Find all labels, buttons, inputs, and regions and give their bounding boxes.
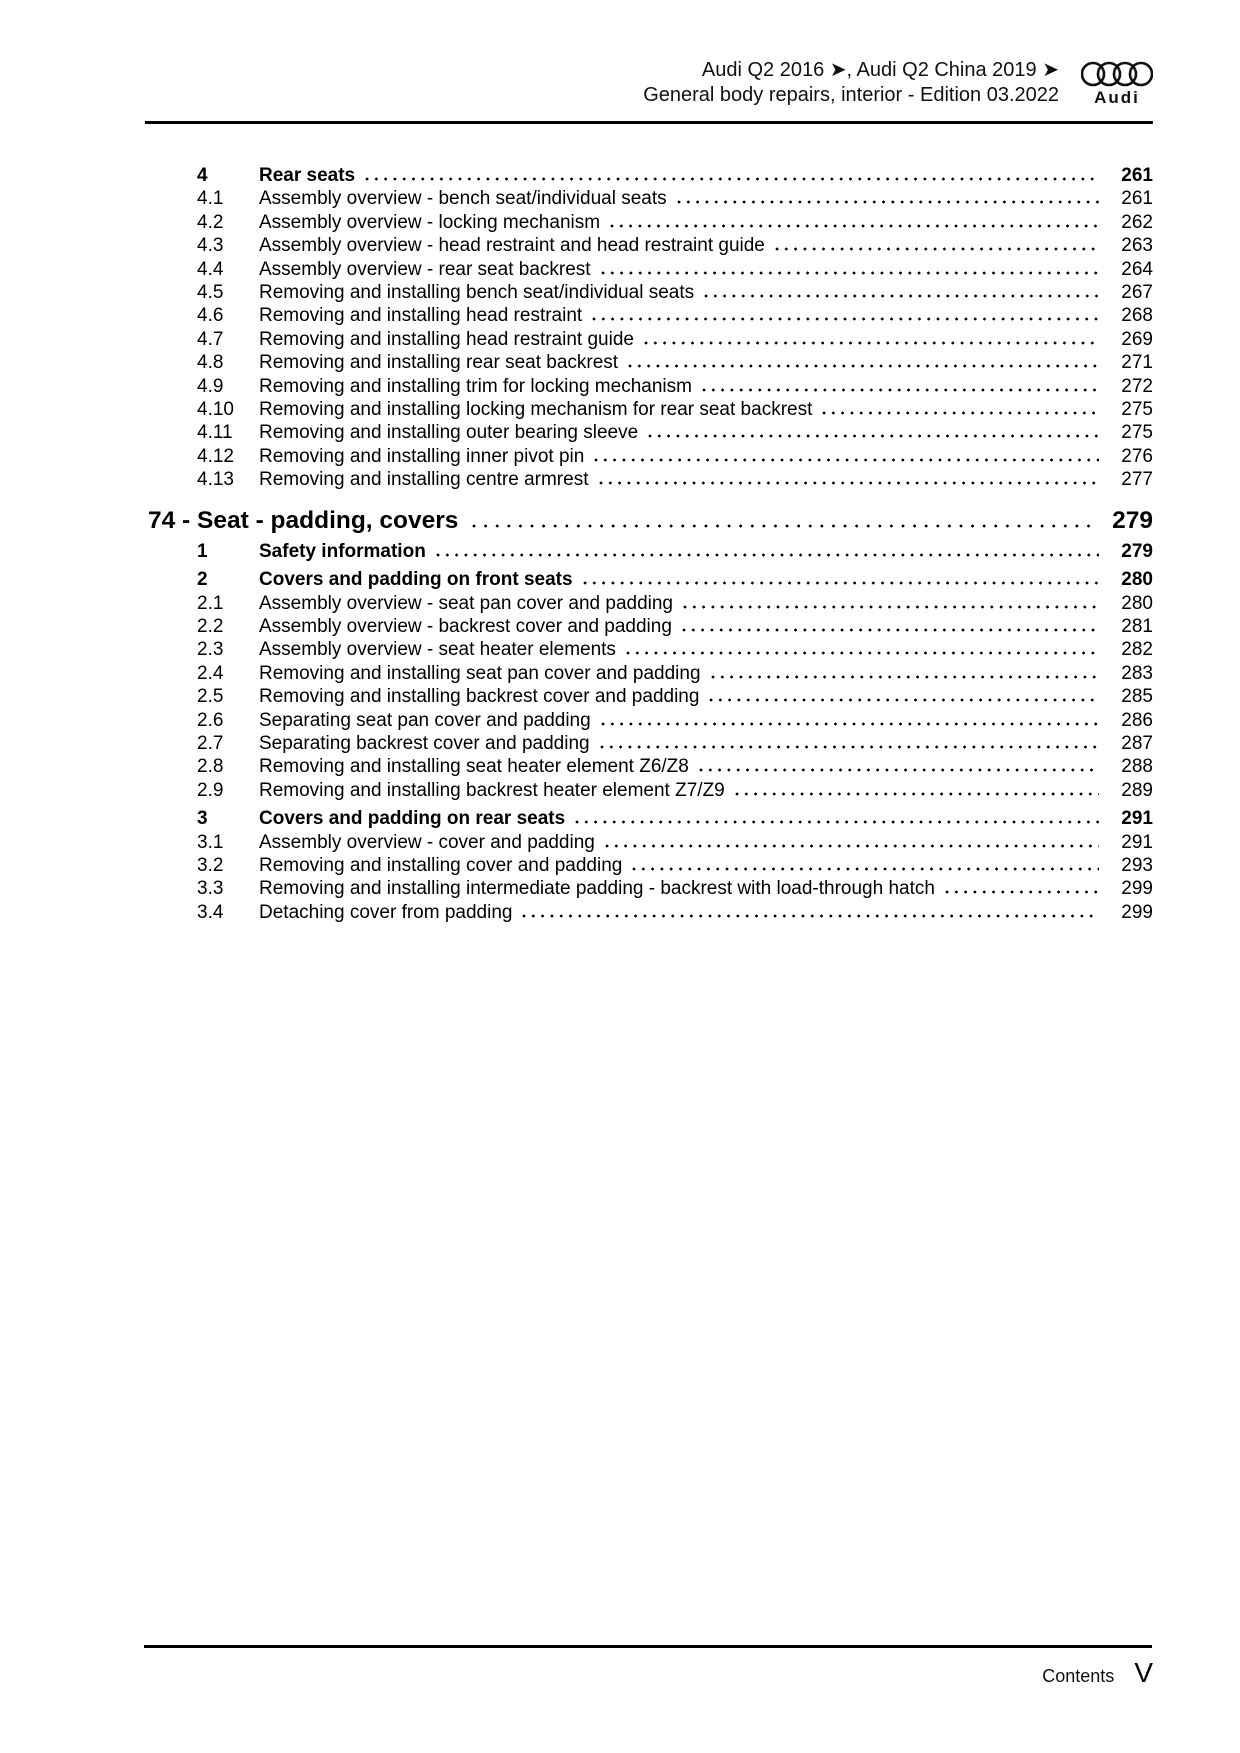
toc-entry-title: Assembly overview - head restraint and head restraint guide	[259, 235, 765, 257]
page-header	[148, 58, 1153, 108]
toc-entry-number: 4.8	[197, 352, 224, 374]
toc-page-number: 264	[1121, 258, 1153, 280]
toc-entry-number: 2.9	[197, 779, 224, 801]
toc-entry-title: Removing and installing head restraint guide	[259, 328, 634, 350]
toc-page-number: 269	[1121, 328, 1153, 350]
toc-page-number: 276	[1121, 445, 1153, 467]
toc-entry-title: Separating backrest cover and padding	[259, 732, 590, 754]
toc-page-number: 291	[1121, 831, 1153, 853]
toc-entry-row	[148, 901, 1153, 924]
toc-chapter-title: 74 - Seat - padding, covers	[148, 506, 459, 534]
toc-page-number: 279	[1121, 540, 1153, 562]
toc-entry-row	[148, 755, 1153, 778]
toc-entry-title: Removing and installing centre armrest	[259, 469, 589, 491]
toc-entry-row	[148, 304, 1153, 327]
toc-entry-title: Removing and installing backrest heater element Z7/Z9	[259, 779, 725, 801]
toc-entry-title: Removing and installing cover and padding	[259, 854, 623, 876]
dot-leader	[600, 745, 1099, 749]
toc-entry-row	[148, 807, 1153, 830]
toc-entry-title: Removing and installing rear seat backrest	[259, 352, 619, 374]
dot-leader	[709, 698, 1099, 702]
toc-entry-number: 2.4	[197, 662, 224, 684]
toc-page-number: 286	[1121, 709, 1153, 731]
toc-entry-title: Removing and installing inner pivot pin	[259, 445, 585, 467]
toc-page-number: 291	[1121, 808, 1153, 830]
toc-entry-number: 3.4	[197, 901, 224, 923]
toc-entry-title: Safety information	[259, 540, 426, 562]
toc-entry-row	[148, 877, 1153, 900]
toc-entry-number: 2.3	[197, 639, 224, 661]
dot-leader	[592, 317, 1099, 321]
dot-leader	[436, 553, 1099, 557]
toc-entry-row	[148, 468, 1153, 491]
toc-entry-number: 4.3	[197, 235, 224, 257]
toc-entry-row	[148, 211, 1153, 234]
toc-entry-title: Assembly overview - seat pan cover and padding	[259, 592, 674, 614]
toc-entry-title: Removing and installing backrest cover and padding	[259, 686, 700, 708]
dot-leader	[601, 722, 1099, 726]
toc-entry-title: Removing and installing outer bearing sleeve	[259, 422, 639, 444]
toc-entry-number: 2.5	[197, 686, 224, 708]
toc-entry-number: 2.6	[197, 709, 224, 731]
toc-entry-row	[148, 445, 1153, 468]
dot-leader	[594, 458, 1099, 462]
toc-entry-number: 3.2	[197, 854, 224, 876]
toc-entry-title: Detaching cover from padding	[259, 901, 513, 923]
toc-entry-row	[148, 592, 1153, 615]
dot-leader	[644, 341, 1099, 345]
dot-leader	[632, 867, 1099, 871]
toc-entry-number: 4.11	[197, 422, 233, 444]
toc-entry-number: 2.2	[197, 615, 224, 637]
toc-entry-number: 4.6	[197, 305, 224, 327]
toc-entry-row	[148, 831, 1153, 854]
dot-leader	[775, 247, 1099, 251]
dot-leader	[583, 581, 1099, 585]
dot-leader	[648, 434, 1099, 438]
toc-page-number: 262	[1121, 211, 1153, 233]
dot-leader	[472, 524, 1093, 528]
header-edition-line: General body repairs, interior - Edition 03.2022	[643, 84, 1059, 106]
toc-entry-title: Rear seats	[259, 165, 356, 186]
toc-page-number: 293	[1121, 854, 1153, 876]
toc-entry-title: Assembly overview - bench seat/individual seats	[259, 188, 667, 210]
dot-leader	[683, 605, 1099, 609]
toc-page-number: 285	[1121, 686, 1153, 708]
footer-page-number: V	[1134, 1657, 1153, 1688]
dot-leader	[605, 844, 1099, 848]
toc-entry-row	[148, 281, 1153, 304]
toc-entry-number: 4.12	[197, 445, 234, 467]
toc-page-number: 261	[1121, 165, 1153, 186]
toc-page-number: 267	[1121, 282, 1153, 304]
toc-chapter-row	[148, 506, 1153, 535]
toc-entry-number: 3	[197, 808, 208, 830]
toc-page-number: 280	[1121, 592, 1153, 614]
toc-entry-row	[148, 234, 1153, 257]
toc-page-number: 261	[1121, 188, 1153, 210]
toc-entry-title: Assembly overview - seat heater elements	[259, 639, 616, 661]
page-footer	[148, 1658, 1153, 1688]
toc-entry-number: 4.2	[197, 211, 224, 233]
toc-entry-row	[148, 164, 1153, 187]
dot-leader	[735, 792, 1099, 796]
toc-page-number: 288	[1121, 756, 1153, 778]
toc-entry-number: 4.4	[197, 258, 224, 280]
dot-leader	[575, 820, 1099, 824]
footer-section-label: Contents	[1042, 1666, 1115, 1686]
toc-entry-number: 4.7	[197, 328, 224, 350]
toc-entry-title: Covers and padding on rear seats	[259, 808, 566, 830]
toc-page-number: 263	[1121, 235, 1153, 257]
toc-entry-number: 4.9	[197, 375, 224, 397]
dot-leader	[822, 411, 1099, 415]
dot-leader	[677, 200, 1099, 204]
toc-entry-row	[148, 540, 1153, 563]
audi-logo	[1081, 61, 1153, 108]
dot-leader	[365, 177, 1099, 181]
toc-page-number: 280	[1121, 569, 1153, 591]
toc-page-number: 279	[1112, 506, 1153, 534]
toc-page-number: 282	[1121, 639, 1153, 661]
toc-entry-title: Removing and installing intermediate padding - backrest with load-through hatch	[259, 878, 935, 900]
toc-entry-title: Removing and installing seat pan cover and padding	[259, 662, 701, 684]
audi-rings-icon	[1081, 61, 1153, 87]
footer-divider	[144, 1645, 1152, 1648]
dot-leader	[522, 914, 1099, 918]
dot-leader	[626, 651, 1099, 655]
toc-entry-row	[148, 375, 1153, 398]
toc-page-number: 277	[1121, 469, 1153, 491]
toc-entry-number: 1	[197, 540, 208, 562]
toc-entry-row	[148, 187, 1153, 210]
toc-entry-row	[148, 398, 1153, 421]
toc-entry-row	[148, 328, 1153, 351]
toc-page-number: 289	[1121, 779, 1153, 801]
dot-leader	[599, 481, 1100, 485]
toc-page-number: 299	[1121, 901, 1153, 923]
toc-entry-title: Separating seat pan cover and padding	[259, 709, 591, 731]
toc-entry-row	[148, 685, 1153, 708]
toc-entry-number: 3.1	[197, 831, 224, 853]
dot-leader	[699, 768, 1099, 772]
toc-page-number: 268	[1121, 305, 1153, 327]
toc-entry-row	[148, 421, 1153, 444]
toc-page-number: 281	[1121, 615, 1153, 637]
dot-leader	[704, 294, 1099, 298]
toc-page-number: 283	[1121, 662, 1153, 684]
toc-entry-number: 3.3	[197, 878, 224, 900]
toc-page-number: 275	[1121, 422, 1153, 444]
toc-entry-row	[148, 732, 1153, 755]
toc-entry-title: Assembly overview - locking mechanism	[259, 211, 601, 233]
toc-entry-number: 2.7	[197, 732, 224, 754]
toc-entry-number: 2.1	[197, 592, 224, 614]
toc-entry-title: Assembly overview - cover and padding	[259, 831, 595, 853]
toc-entry-number: 4	[197, 165, 208, 186]
toc-entry-row	[148, 662, 1153, 685]
toc-entry-row	[148, 258, 1153, 281]
toc-page-number: 287	[1121, 732, 1153, 754]
toc-page-number: 299	[1121, 878, 1153, 900]
dot-leader	[610, 224, 1099, 228]
header-model-line: Audi Q2 2016 ➤, Audi Q2 China 2019 ➤	[701, 59, 1059, 81]
dot-leader	[682, 628, 1099, 632]
toc-entry-row	[148, 709, 1153, 732]
dot-leader	[711, 675, 1099, 679]
dot-leader	[945, 890, 1099, 894]
toc-entry-title: Covers and padding on front seats	[259, 569, 573, 591]
dot-leader	[601, 271, 1099, 275]
toc-entry-title: Removing and installing head restraint	[259, 305, 583, 327]
header-title-block	[643, 58, 1059, 108]
toc-entry-title: Assembly overview - backrest cover and padding	[259, 615, 672, 637]
toc-entry-title: Assembly overview - rear seat backrest	[259, 258, 591, 280]
toc-entry-title: Removing and installing trim for locking mechanism	[259, 375, 692, 397]
toc-entry-number: 2	[197, 569, 208, 591]
toc-entry-row	[148, 638, 1153, 661]
toc-entry-title: Removing and installing bench seat/individual seats	[259, 282, 695, 304]
toc-entry-row	[148, 351, 1153, 374]
toc-page-number: 272	[1121, 375, 1153, 397]
dot-leader	[628, 364, 1099, 368]
header-divider	[145, 121, 1153, 124]
toc-entry-row	[148, 779, 1153, 802]
toc-entry-title: Removing and installing locking mechanism for rear seat backrest	[259, 399, 813, 421]
toc-page-number: 271	[1121, 352, 1153, 374]
toc-entry-number: 4.5	[197, 282, 224, 304]
toc-entry-number: 4.10	[197, 399, 234, 421]
toc-entry-number: 2.8	[197, 756, 224, 778]
toc-entry-number: 4.1	[197, 188, 224, 210]
audi-wordmark: Audi	[1094, 88, 1140, 107]
toc-entry-title: Removing and installing seat heater element Z6/Z8	[259, 756, 689, 778]
toc-page-number: 275	[1121, 399, 1153, 421]
table-of-contents	[148, 159, 1153, 924]
dot-leader	[702, 388, 1099, 392]
toc-entry-row	[148, 854, 1153, 877]
toc-entry-number: 4.13	[197, 469, 234, 491]
toc-entry-row	[148, 568, 1153, 591]
toc-entry-row	[148, 615, 1153, 638]
